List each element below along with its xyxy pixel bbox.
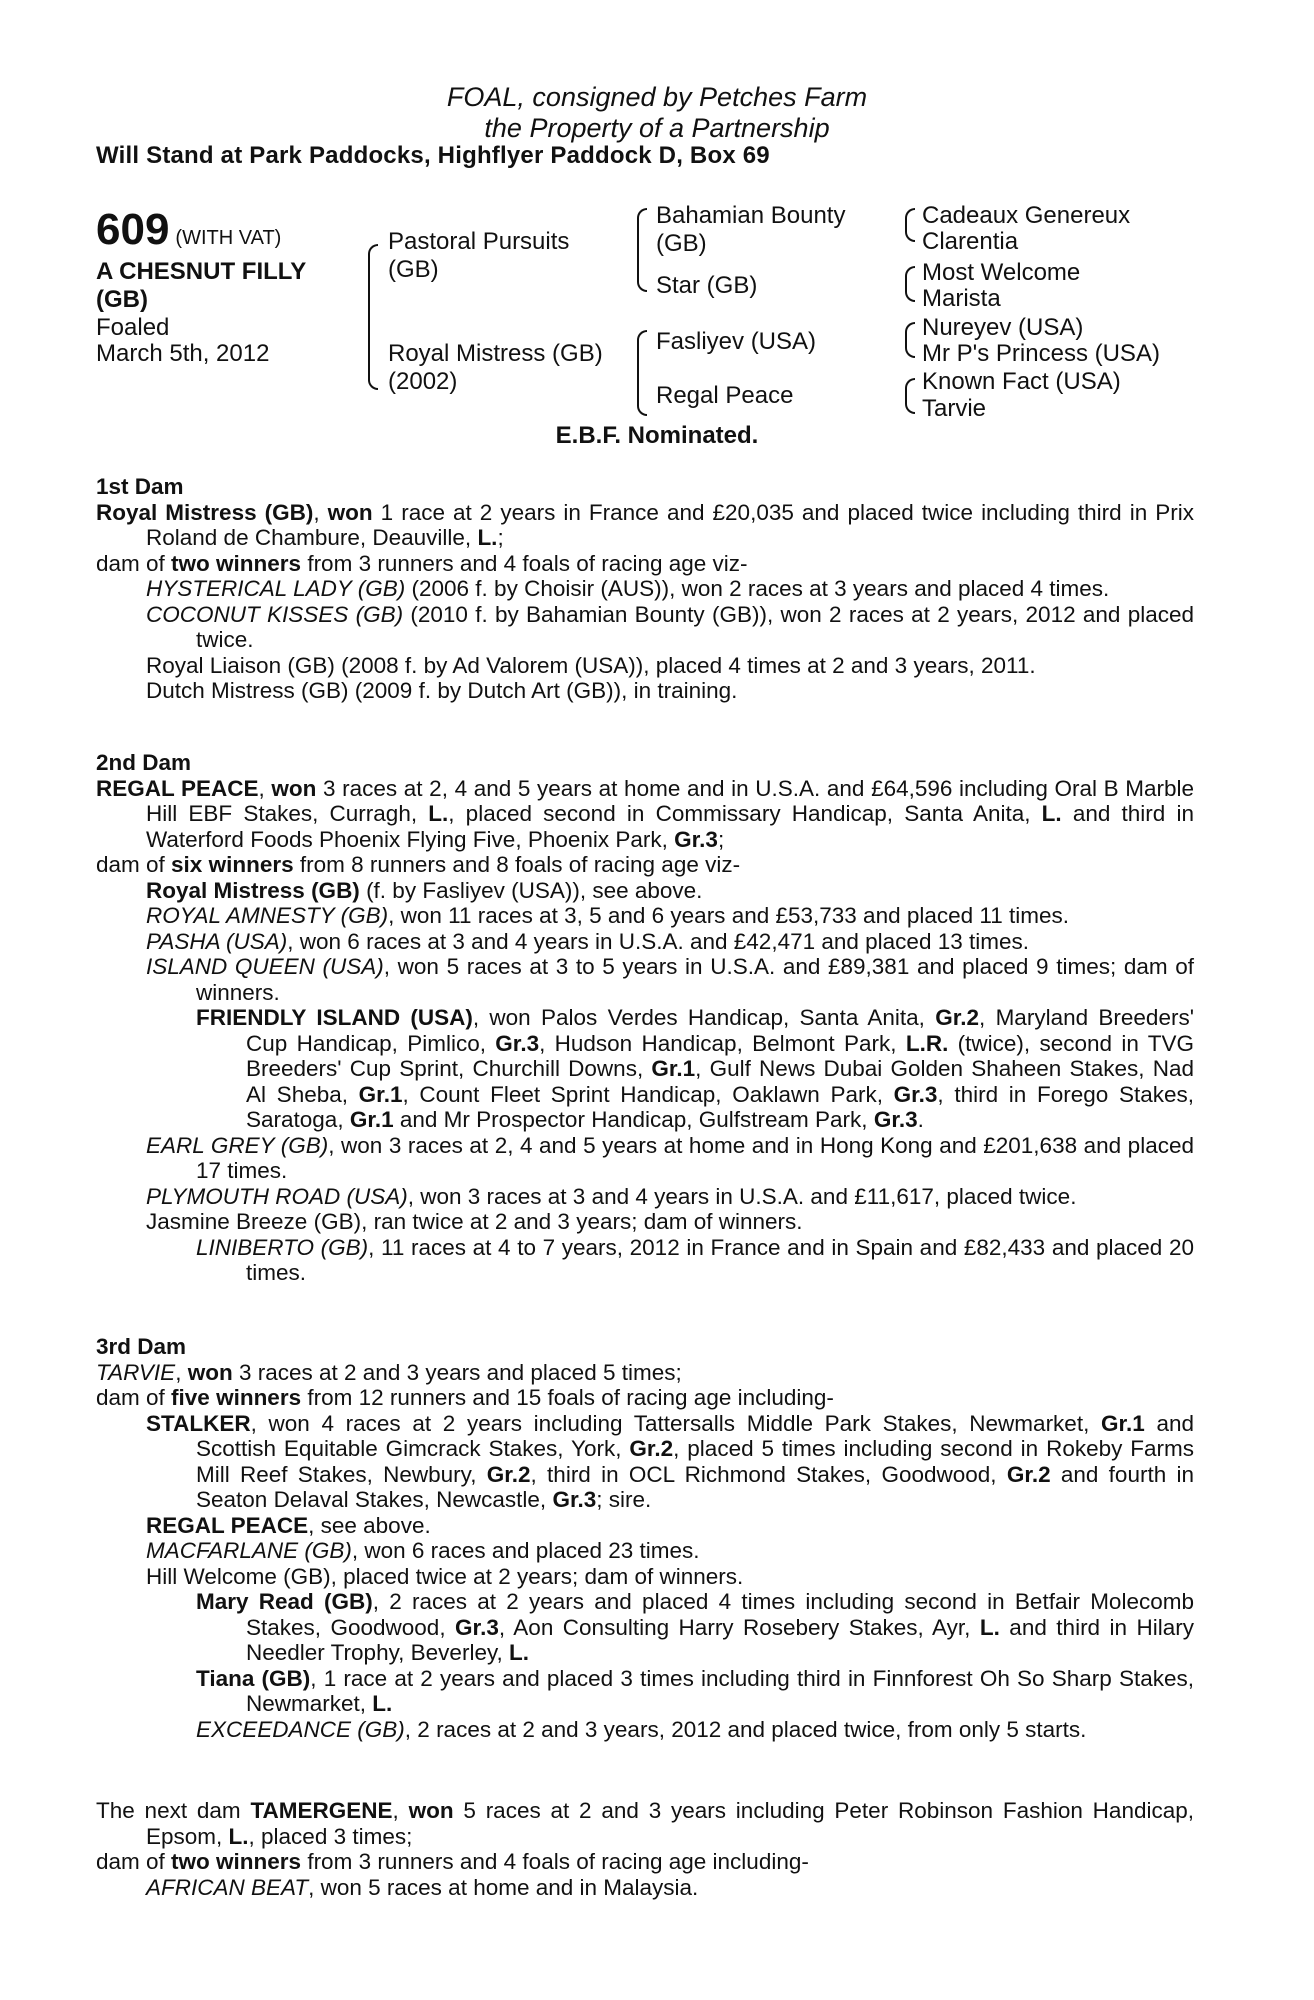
- g3-bracket-3b: [905, 338, 915, 358]
- g4-name: Tarvie: [922, 395, 987, 422]
- foaled-date: March 5th, 2012: [96, 340, 270, 367]
- foaled-label: Foaled: [96, 314, 170, 341]
- g2-bracket-top-2: [637, 330, 647, 374]
- g4-name: Cadeaux Genereux: [922, 202, 1131, 229]
- section-heading: 2nd Dam: [96, 750, 192, 775]
- produce-summary: dam of six winners from 8 runners and 8 foals of racing age viz-: [96, 852, 741, 877]
- first-dam-section: [96, 474, 1194, 704]
- ownership-line: the Property of a Partnership: [484, 113, 830, 143]
- produce-entry: Hill Welcome (GB), placed twice at 2 years; dam of winners.: [146, 1563, 744, 1589]
- g3-bracket-2b: [905, 282, 915, 302]
- sire-bracket-bottom: [368, 324, 378, 390]
- consignor-line: FOAL, consigned by Petches Farm: [446, 82, 868, 112]
- produce-summary: dam of two winners from 3 runners and 4 foals of racing age viz-: [96, 550, 748, 576]
- grandproduce-entry: Mary Read (GB), 2 races at 2 years and placed 4 times including second in Betfair Molecomb Stakes, Goodwood, Gr.3, Aon Consulting Harry Rosebery Stakes, Ayr, L. and third in Hilary Needler Trophy, Beverley, L.: [196, 1589, 1195, 1665]
- lot-description: A CHESNUT FILLY: [96, 258, 307, 285]
- dam-year: (2002): [388, 368, 458, 395]
- produce-entry: MACFARLANE (GB), won 6 races and placed 23 times.: [146, 1538, 700, 1563]
- lot-number-block: [96, 205, 281, 255]
- g2-bracket-bottom-1: [637, 248, 647, 292]
- g4-name: Nureyev (USA): [922, 314, 1084, 341]
- dam-record: TARVIE, won 3 races at 2 and 3 years and placed 5 times;: [96, 1359, 682, 1385]
- sire-name: Pastoral Pursuits: [388, 228, 570, 255]
- produce-entry: COCONUT KISSES (GB) (2010 f. by Bahamian Bounty (GB)), won 2 races at 2 years, 2012 and placed twice.: [146, 601, 1194, 652]
- second-dam-section: [96, 750, 1194, 1286]
- produce-entry: STALKER, won 4 races at 2 years including Tattersalls Middle Park Stakes, Newmarket, Gr.1 and Scottish Equitable Gimcrack Stakes, York, Gr.2, placed 5 times including second in Rokeby Farms Mill Reef Stakes, Newbury, Gr.2, third in OCL Richmond Stakes, Goodwood, Gr.2 and fourth in Seaton Delaval Stakes, Newcastle, Gr.3; sire.: [146, 1410, 1194, 1512]
- produce-entry: Royal Mistress (GB) (f. by Fasliyev (USA)), see above.: [146, 877, 703, 903]
- grandproduce-entry: EXCEEDANCE (GB), 2 races at 2 and 3 years, 2012 and placed twice, from only 5 starts.: [196, 1716, 1087, 1742]
- sire-sire-name: Bahamian Bounty: [656, 202, 846, 229]
- g2-bracket-bottom-2: [637, 372, 647, 416]
- sire-dam-name: Star (GB): [656, 272, 758, 299]
- next-dam-section: [96, 1798, 1194, 1900]
- produce-summary: dam of two winners from 3 runners and 4 foals of racing age including-: [96, 1849, 809, 1874]
- dam-record: REGAL PEACE, won 3 races at 2, 4 and 5 years at home and in U.S.A. and £64,596 including Oral B Marble Hill EBF Stakes, Curragh, L., placed second in Commissary Handicap, Santa Anita, L. and third in Waterford Foods Phoenix Flying Five, Phoenix Park, Gr.3;: [96, 775, 1195, 852]
- produce-entry: PLYMOUTH ROAD (USA), won 3 races at 3 and 4 years in U.S.A. and £11,617, placed twice.: [146, 1183, 1077, 1209]
- dam-sire-name: Fasliyev (USA): [656, 328, 817, 355]
- sire-sire-country: (GB): [656, 230, 707, 257]
- g4-name: Known Fact (USA): [922, 368, 1121, 395]
- produce-summary: dam of five winners from 12 runners and 15 foals of racing age including-: [96, 1385, 834, 1410]
- ebf-nomination: E.B.F. Nominated.: [555, 422, 759, 449]
- g4-name: Mr P's Princess (USA): [922, 340, 1160, 367]
- section-heading: 3rd Dam: [96, 1334, 187, 1359]
- g3-bracket-4b: [905, 394, 915, 414]
- dam-record: Royal Mistress (GB), won 1 race at 2 years in France and £20,035 and placed twice including third in Prix Roland de Chambure, Deauville, L.;: [96, 499, 1194, 550]
- third-dam-section: [96, 1334, 1194, 1742]
- produce-entry: ISLAND QUEEN (USA), won 5 races at 3 to 5 years in U.S.A. and £89,381 and placed 9 times; dam of winners.: [146, 954, 1194, 1005]
- grandproduce-entry: FRIENDLY ISLAND (USA), won Palos Verdes Handicap, Santa Anita, Gr.2, Maryland Breeders' Cup Handicap, Pimlico, Gr.3, Hudson Handicap, Belmont Park, L.R. (twice), second in TVG Breeders' Cup Sprint, Churchill Downs, Gr.1, Gulf News Dubai Golden Shaheen Stakes, Nad Al Sheba, Gr.1, Count Fleet Sprint Handicap, Oaklawn Park, Gr.3, third in Forego Stakes, Saratoga, Gr.1 and Mr Prospector Handicap, Gulfstream Park, Gr.3.: [196, 1005, 1194, 1132]
- g2-bracket-top-1: [637, 208, 647, 250]
- dam-dam-name: Regal Peace: [656, 382, 794, 409]
- lot-number: 609: [96, 205, 170, 254]
- g3-bracket-1b: [905, 222, 915, 242]
- produce-entry: Royal Liaison (GB) (2008 f. by Ad Valorem (USA)), placed 4 times at 2 and 3 years, 2011.: [146, 652, 1036, 678]
- dam-name: Royal Mistress (GB): [388, 340, 603, 367]
- produce-entry: ROYAL AMNESTY (GB), won 11 races at 3, 5 and 6 years and £53,733 and placed 11 times.: [146, 903, 1070, 928]
- sire-bracket-top: [368, 244, 378, 326]
- lot-description-country: (GB): [96, 286, 148, 313]
- produce-entry: EARL GREY (GB), won 3 races at 2, 4 and 5 years at home and in Hong Kong and £201,638 and placed 17 times.: [146, 1132, 1194, 1183]
- produce-entry: HYSTERICAL LADY (GB) (2006 f. by Choisir (AUS)), won 2 races at 3 years and placed 4 times.: [146, 576, 1110, 601]
- g4-name: Marista: [922, 285, 1001, 312]
- g4-name: Most Welcome: [922, 259, 1081, 286]
- produce-entry: PASHA (USA), won 6 races at 3 and 4 years in U.S.A. and £42,471 and placed 13 times.: [146, 928, 1029, 954]
- grandproduce-entry: Tiana (GB), 1 race at 2 years and placed 3 times including third in Finnforest Oh So Sharp Stakes, Newmarket, L.: [196, 1665, 1194, 1716]
- vat-label: (WITH VAT): [175, 227, 282, 249]
- stand-location: Will Stand at Park Paddocks, Highflyer Paddock D, Box 69: [96, 142, 770, 169]
- produce-entry: Dutch Mistress (GB) (2009 f. by Dutch Art (GB)), in training.: [146, 678, 738, 703]
- dam-record: The next dam TAMERGENE, won 5 races at 2 and 3 years including Peter Robinson Fashion Handicap, Epsom, L., placed 3 times;: [96, 1798, 1194, 1849]
- grandproduce-entry: LINIBERTO (GB), 11 races at 4 to 7 years, 2012 in France and in Spain and £82,433 and placed 20 times.: [196, 1234, 1194, 1285]
- g4-name: Clarentia: [922, 228, 1019, 255]
- produce-entry: AFRICAN BEAT, won 5 races at home and in Malaysia.: [146, 1874, 699, 1900]
- produce-entry: REGAL PEACE, see above.: [146, 1512, 431, 1538]
- produce-entry: Jasmine Breeze (GB), ran twice at 2 and 3 years; dam of winners.: [146, 1209, 803, 1234]
- sire-country: (GB): [388, 256, 439, 283]
- section-heading: 1st Dam: [96, 474, 184, 499]
